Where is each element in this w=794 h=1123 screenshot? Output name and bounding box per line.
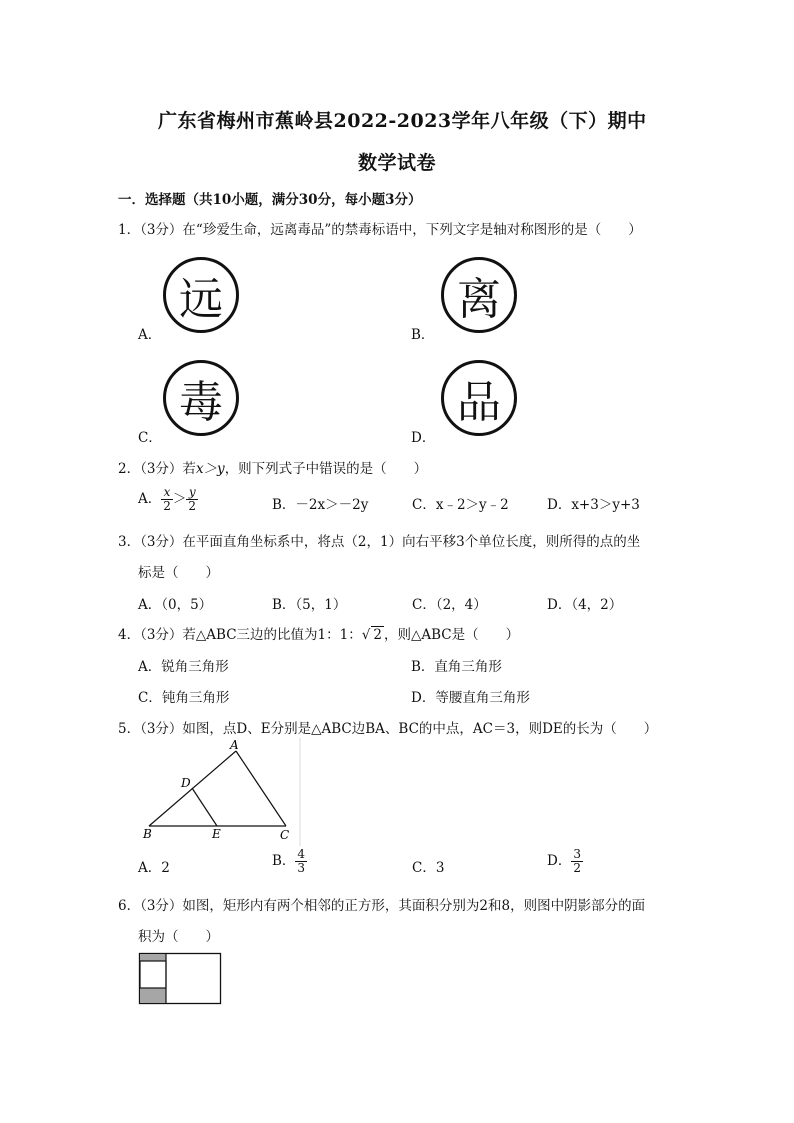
q4-option-c: C．钝角三角形: [138, 690, 230, 706]
q5-option-b-den: 3: [297, 861, 306, 875]
q5-option-c: C．3: [412, 860, 445, 876]
q5-label-e: E: [212, 827, 221, 841]
q5-segment-de: [192, 788, 217, 826]
q1-option-a-label: A．: [138, 327, 162, 343]
q2-option-b: B．－2x＞－2y: [272, 497, 369, 513]
q2-stem-part2: ，则下列式子中错误的是（ ）: [224, 461, 428, 477]
q5-option-b-label: B．: [272, 853, 296, 869]
question-1-stem: 1．（3分）在“珍爱生命，远离毒品”的禁毒标语中，下列文字是轴对称图形的是（ ）: [118, 222, 642, 238]
q6-shaded-top: [140, 954, 166, 961]
q1-option-c-figure: [163, 360, 239, 436]
q5-option-d: [547, 848, 583, 875]
q2-option-a-label: A．: [138, 491, 162, 507]
q4-stem-part2: ，则△ABC是（ ）: [383, 627, 520, 643]
q1-option-c-label: C．: [138, 430, 162, 446]
q5-option-b-frac: [295, 848, 307, 875]
question-6-stem-line2: 积为（ ）: [138, 929, 219, 945]
q3-option-c: C．（2，4）: [412, 597, 487, 613]
q5-option-b-num: 4: [297, 847, 306, 861]
q2-option-a-frac2: [186, 486, 198, 513]
q5-option-d-den: 2: [573, 861, 581, 875]
question-3-stem-line2: 标是（ ）: [138, 565, 219, 581]
q2-stem-inequality: x＞y: [195, 461, 225, 477]
q2-option-c: C．x﹣2＞y﹣2: [412, 497, 509, 513]
q5-option-b: [272, 848, 307, 875]
section-heading: 一．选择题（共10小题，满分30分，每小题3分）: [118, 192, 422, 208]
q1-option-d-char: 品: [457, 377, 501, 428]
page-title-line1: 广东省梅州市蕉岭县2022-2023学年八年级（下）期中: [158, 110, 647, 132]
page-title-line2: 数学试卷: [358, 152, 437, 174]
q1-option-b-figure: [441, 257, 517, 333]
q2-option-a-frac1-den: 2: [163, 499, 171, 513]
question-2-stem: [118, 457, 427, 477]
q2-option-a: [138, 486, 198, 513]
question-4-stem: [118, 623, 519, 643]
q5-side-ac: [236, 751, 286, 826]
q3-option-b: B．（5，1）: [272, 597, 347, 613]
q3-option-d: D．（4，2）: [547, 597, 623, 613]
q6-rectangle-figure: [138, 951, 224, 1007]
q5-label-a: A: [230, 738, 239, 752]
q5-option-d-frac: [571, 848, 583, 875]
q1-option-a-figure: [163, 257, 239, 333]
q5-label-c: C: [280, 828, 290, 842]
question-3-stem-line1: 3．（3分）在平面直角坐标系中，将点（2，1）向右平移3个单位长度，则所得的点的坐: [118, 534, 641, 550]
q1-option-c-char: 毒: [179, 377, 223, 428]
q5-option-d-num: 3: [573, 847, 581, 861]
q6-shaded-bottom: [140, 988, 166, 1003]
q4-option-a: A．锐角三角形: [138, 659, 229, 675]
q1-option-a-char: 远: [179, 274, 223, 325]
q1-option-d-figure: [441, 360, 517, 436]
q4-sqrt-sign: √: [361, 627, 371, 643]
q2-option-a-frac1-num: x: [161, 486, 173, 500]
question-6-stem-line1: 6．（3分）如图，矩形内有两个相邻的正方形，其面积分别为2和8，则图中阴影部分的面: [118, 898, 646, 914]
q1-option-d-label: D．: [411, 430, 436, 446]
q5-label-b: B: [143, 827, 152, 841]
q2-option-d: D．x+3＞y+3: [547, 497, 640, 513]
q5-option-d-label: D．: [547, 853, 572, 869]
q2-option-a-frac1: [161, 486, 173, 513]
q2-option-a-relation: ＞: [172, 491, 187, 507]
q2-option-a-frac2-num: y: [186, 486, 198, 500]
q1-option-b-label: B．: [411, 327, 435, 343]
q4-option-b: B．直角三角形: [411, 659, 502, 675]
q1-option-b-char: 离: [457, 274, 501, 325]
q5-option-a: A．2: [138, 860, 170, 876]
q5-triangle-figure: [136, 738, 306, 846]
q2-option-a-frac2-den: 2: [188, 499, 197, 513]
q2-stem-part1: 2．（3分）若: [118, 461, 196, 477]
q4-sqrt-value: 2: [373, 627, 382, 643]
q3-option-a: A．（0，5）: [138, 597, 213, 613]
question-5-stem: 5．（3分）如图，点D、E分别是△ABC边BA、BC的中点，AC＝3，则DE的长为（ ）: [118, 721, 658, 737]
q4-option-d: D．等腰直角三角形: [411, 690, 530, 706]
q4-stem-part1: 4．（3分）若△ABC三边的比值为1：1：: [118, 627, 362, 643]
q5-label-d: D: [181, 776, 191, 790]
